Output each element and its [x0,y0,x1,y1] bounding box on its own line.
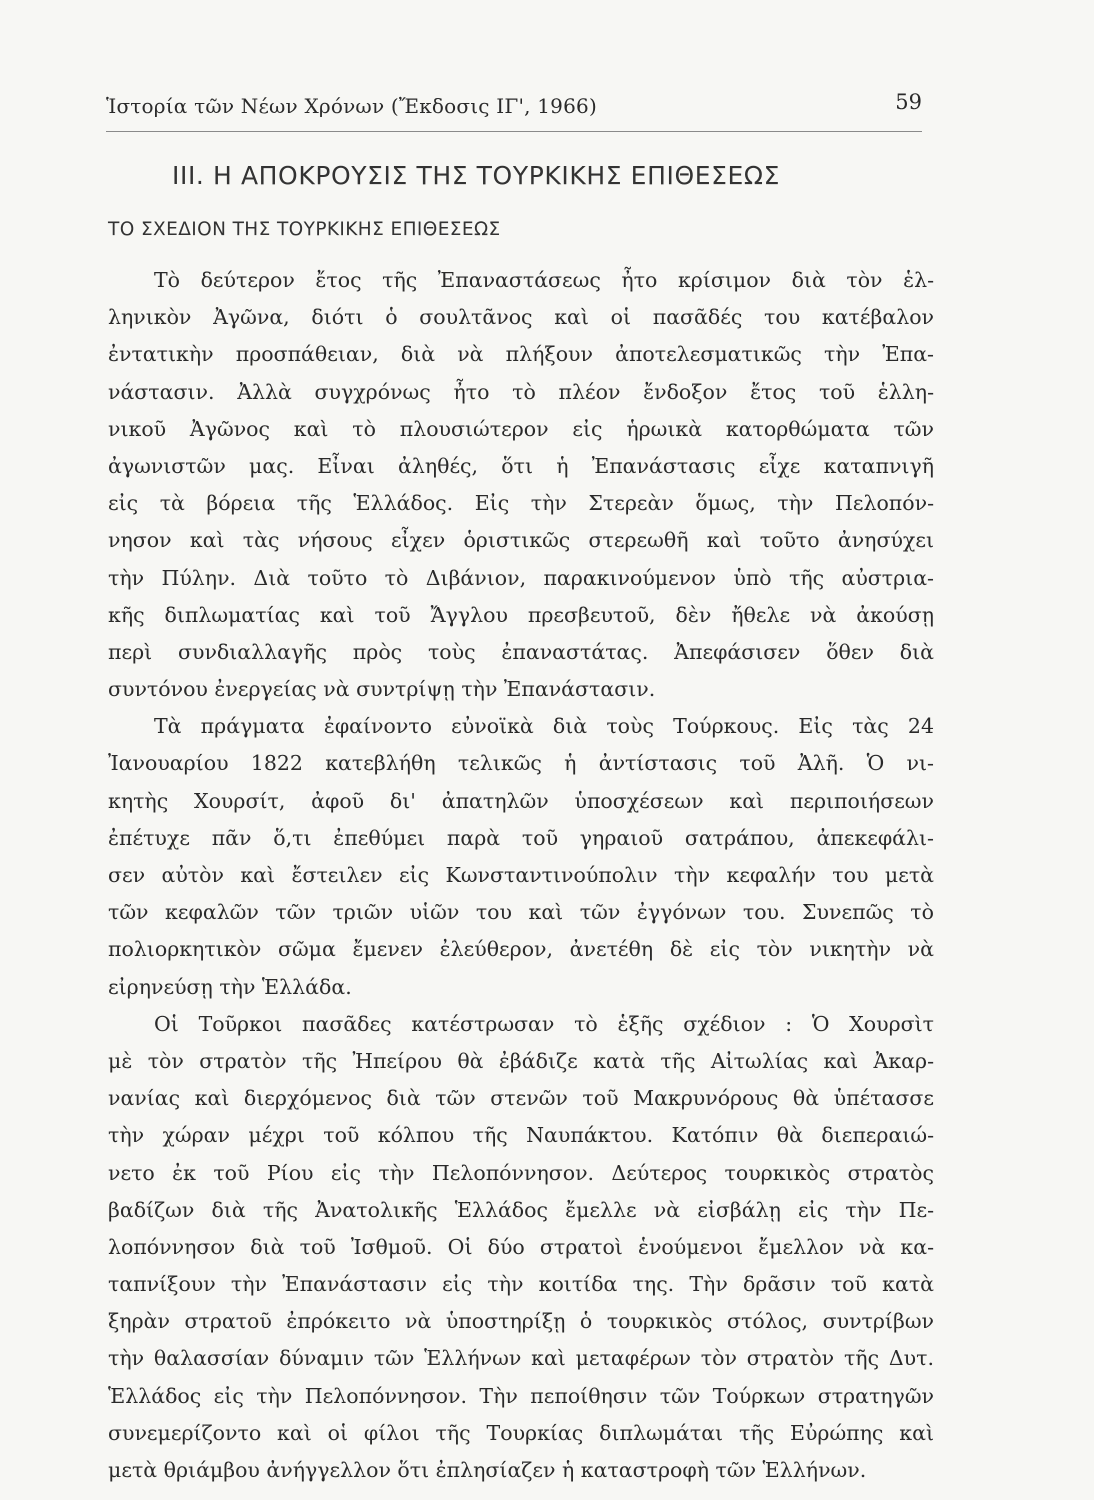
text-line: ἐπέτυχε πᾶν ὅ,τι ἐπεθύμει παρὰ τοῦ γηραιοῦ σατράπου, ἀπεκεφάλι- [108,825,934,850]
text-line: Ἑλλάδος εἰς τὴν Πελοπόννησον. Τὴν πεποίθησιν τῶν Τούρκων στρατηγῶν [108,1383,934,1408]
text-line: ἀγωνιστῶν μας. Εἶναι ἀληθές, ὅτι ἡ Ἐπανάστασις εἶχε καταπνιγῆ [108,453,934,478]
text-line: ληνικὸν Ἀγῶνα, διότι ὁ σουλτᾶνος καὶ οἱ πασᾶδές του κατέβαλον [108,305,934,330]
text-line: περὶ συνδιαλλαγῆς πρὸς τοὺς ἐπαναστάτας. Ἀπεφάσισεν ὅθεν διὰ [108,639,934,664]
text-line: βαδίζων διὰ τῆς Ἀνατολικῆς Ἑλλάδος ἔμελλε νὰ εἰσβάλῃ εἰς τὴν Πε- [108,1197,934,1222]
text-line: Οἱ Τοῦρκοι πασᾶδες κατέστρωσαν τὸ ἑξῆς σχέδιον : Ὁ Χουρσὶτ [154,1011,934,1036]
text-line: ξηρὰν στρατοῦ ἐπρόκειτο νὰ ὑποστηρίξῃ ὁ τουρκικὸς στόλος, συντρίβων [108,1309,934,1334]
text-line: ταπνίξουν τὴν Ἐπανάστασιν εἰς τὴν κοιτίδα της. Τὴν δρᾶσιν τοῦ κατὰ [108,1272,934,1297]
body-text [108,262,934,1489]
text-line: μὲ τὸν στρατὸν τῆς Ἠπείρου θὰ ἐβάδιζε κατὰ τῆς Αἰτωλίας καὶ Ἀκαρ- [108,1048,934,1073]
text-line: τῶν κεφαλῶν τῶν τριῶν υἱῶν του καὶ τῶν ἐγγόνων του. Συνεπῶς τὸ [108,900,934,925]
text-line: μετὰ θριάμβου ἀνήγγελλον ὅτι ἐπλησίαζεν ἡ καταστροφὴ τῶν Ἑλλήνων. [108,1458,867,1482]
text-line: Ἰανουαρίου 1822 κατεβλήθη τελικῶς ἡ ἀντίστασις τοῦ Ἀλῆ. Ὁ νι- [108,751,934,776]
text-line: Τὰ πράγματα ἐφαίνοντο εὐνοϊκὰ διὰ τοὺς Τούρκους. Εἰς τὰς 24 [154,714,934,739]
text-line: νικοῦ Ἀγῶνος καὶ τὸ πλουσιώτερον εἰς ἡρωικὰ κατορθώματα τῶν [108,416,934,441]
section-title: ΤΟ ΣΧΕΔΙΟΝ ΤΗΣ ΤΟΥΡΚΙΚΗΣ ΕΠΙΘΕΣΕΩΣ [108,219,501,240]
text-line: εἰς τὰ βόρεια τῆς Ἑλλάδος. Εἰς τὴν Στερεὰν ὅμως, τὴν Πελοπόν- [108,491,934,516]
text-line: κητὴς Χουρσίτ, ἀφοῦ δι' ἀπατηλῶν ὑποσχέσεων καὶ περιποιήσεων [108,788,934,813]
text-line: νησον καὶ τὰς νήσους εἶχεν ὁριστικῶς στερεωθῆ καὶ τοῦτο ἀνησύχει [108,528,934,553]
text-line: νετο ἐκ τοῦ Ρίου εἰς τὴν Πελοπόννησον. Δεύτερος τουρκικὸς στρατὸς [108,1160,934,1185]
text-line: νάστασιν. Ἀλλὰ συγχρόνως ἦτο τὸ πλέον ἔνδοξον ἔτος τοῦ ἑλλη- [108,379,934,404]
page-number: 59 [895,90,922,114]
text-line: τὴν θαλασσίαν δύναμιν τῶν Ἑλλήνων καὶ μεταφέρων τὸν στρατὸν τῆς Δυτ. [108,1346,934,1371]
text-line: κῆς διπλωματίας καὶ τοῦ Ἄγγλου πρεσβευτοῦ, δὲν ἤθελε νὰ ἀκούσῃ [108,602,934,627]
text-line: σεν αὐτὸν καὶ ἔστειλεν εἰς Κωνσταντινούπολιν τὴν κεφαλήν του μετὰ [108,863,934,887]
text-line: λοπόννησον διὰ τοῦ Ἰσθμοῦ. Οἱ δύο στρατοὶ ἑνούμενοι ἔμελλον νὰ κα- [108,1234,934,1259]
text-line: Τὸ δεύτερον ἔτος τῆς Ἐπαναστάσεως ἦτο κρίσιμον διὰ τὸν ἑλ- [154,268,934,292]
text-line: ἐντατικὴν προσπάθειαν, διὰ νὰ πλήξουν ἀποτελεσματικῶς τὴν Ἐπα- [108,342,934,367]
text-line: συνεμερίζοντο καὶ οἱ φίλοι τῆς Τουρκίας διπλωμάται τῆς Εὐρώπης καὶ [108,1420,934,1445]
text-line: νανίας καὶ διερχόμενος διὰ τῶν στενῶν τοῦ Μακρυνόρους θὰ ὑπέτασσε [108,1086,934,1111]
text-line: εἰρηνεύσῃ τὴν Ἑλλάδα. [108,974,352,999]
text-line: τὴν χώραν μέχρι τοῦ κόλπου τῆς Ναυπάκτου. Κατόπιν θὰ διεπεραιώ- [108,1123,934,1148]
text-line: συντόνου ἐνεργείας νὰ συντρίψῃ τὴν Ἐπανάστασιν. [108,677,656,702]
header-rule [106,131,922,132]
text-line: πολιορκητικὸν σῶμα ἔμενεν ἐλεύθερον, ἀνετέθη δὲ εἰς τὸν νικητὴν νὰ [108,937,934,962]
running-head: Ἱστορία τῶν Νέων Χρόνων (Ἔκδοσις ΙΓ', 1966) [106,94,597,118]
chapter-title: III. Η ΑΠΟΚΡΟΥΣΙΣ ΤΗΣ ΤΟΥΡΚΙΚΗΣ ΕΠΙΘΕΣΕΩΣ [172,161,781,190]
text-line: τὴν Πύλην. Διὰ τοῦτο τὸ Διβάνιον, παρακινούμενον ὑπὸ τῆς αὐστρια- [108,565,934,590]
